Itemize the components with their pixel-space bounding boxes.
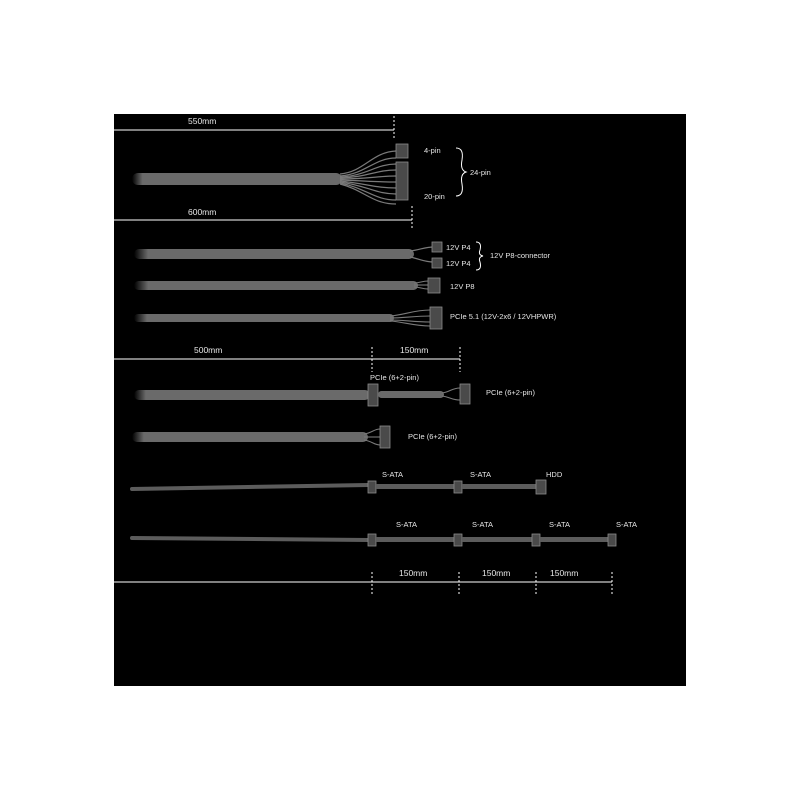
eps-p4-label-2: 12V P4 (446, 259, 471, 268)
sata-hdd-cable (132, 480, 546, 494)
dimension-600-label: 600mm (188, 207, 217, 217)
eps-p8-connector-label: 12V P8-connector (490, 251, 551, 260)
dimension-line-600 (114, 206, 412, 230)
sata4-s3-label: S-ATA (549, 520, 570, 529)
dimension-line-550 (114, 116, 394, 138)
pcie-dual-cable (134, 384, 470, 406)
pcie5-label: PCIe 5.1 (12V-2x6 / 12VHPWR) (450, 312, 557, 321)
sata-hdd-s1-label: S-ATA (382, 470, 403, 479)
atx-20pin-label: 20-pin (424, 192, 445, 201)
eps-p4-label-1: 12V P4 (446, 243, 471, 252)
sata4-s2-label: S-ATA (472, 520, 493, 529)
dimension-150-c-label: 150mm (550, 568, 579, 578)
cable-drawing (114, 114, 686, 686)
atx-4pin-label: 4-pin (424, 146, 441, 155)
hdd-label: HDD (546, 470, 563, 479)
sata4-s4-label: S-ATA (616, 520, 637, 529)
pcie-single-cable (132, 426, 390, 448)
eps-split-cable (134, 242, 483, 270)
dimension-550-label: 550mm (188, 116, 217, 126)
sata4-s1-label: S-ATA (396, 520, 417, 529)
dimension-150-a-label: 150mm (399, 568, 428, 578)
atx-24pin-cable (132, 144, 466, 204)
dimension-500-label: 500mm (194, 345, 223, 355)
dimension-150-b-label: 150mm (482, 568, 511, 578)
cable-diagram-panel (114, 114, 686, 686)
pcie-single-label: PCIe (6+2-pin) (408, 432, 457, 441)
pcie-dual-first-label: PCIe (6+2-pin) (370, 373, 419, 382)
sata-4-cable (132, 534, 616, 546)
eps-8pin-cable (134, 278, 440, 293)
dimension-line-sata (114, 572, 612, 594)
dimension-150-pcie-label: 150mm (400, 345, 429, 355)
atx-24pin-label: 24-pin (470, 168, 491, 177)
pcie-dual-second-label: PCIe (6+2-pin) (486, 388, 535, 397)
sata-hdd-s2-label: S-ATA (470, 470, 491, 479)
pcie5-cable (134, 307, 442, 329)
eps-p8-label: 12V P8 (450, 282, 475, 291)
